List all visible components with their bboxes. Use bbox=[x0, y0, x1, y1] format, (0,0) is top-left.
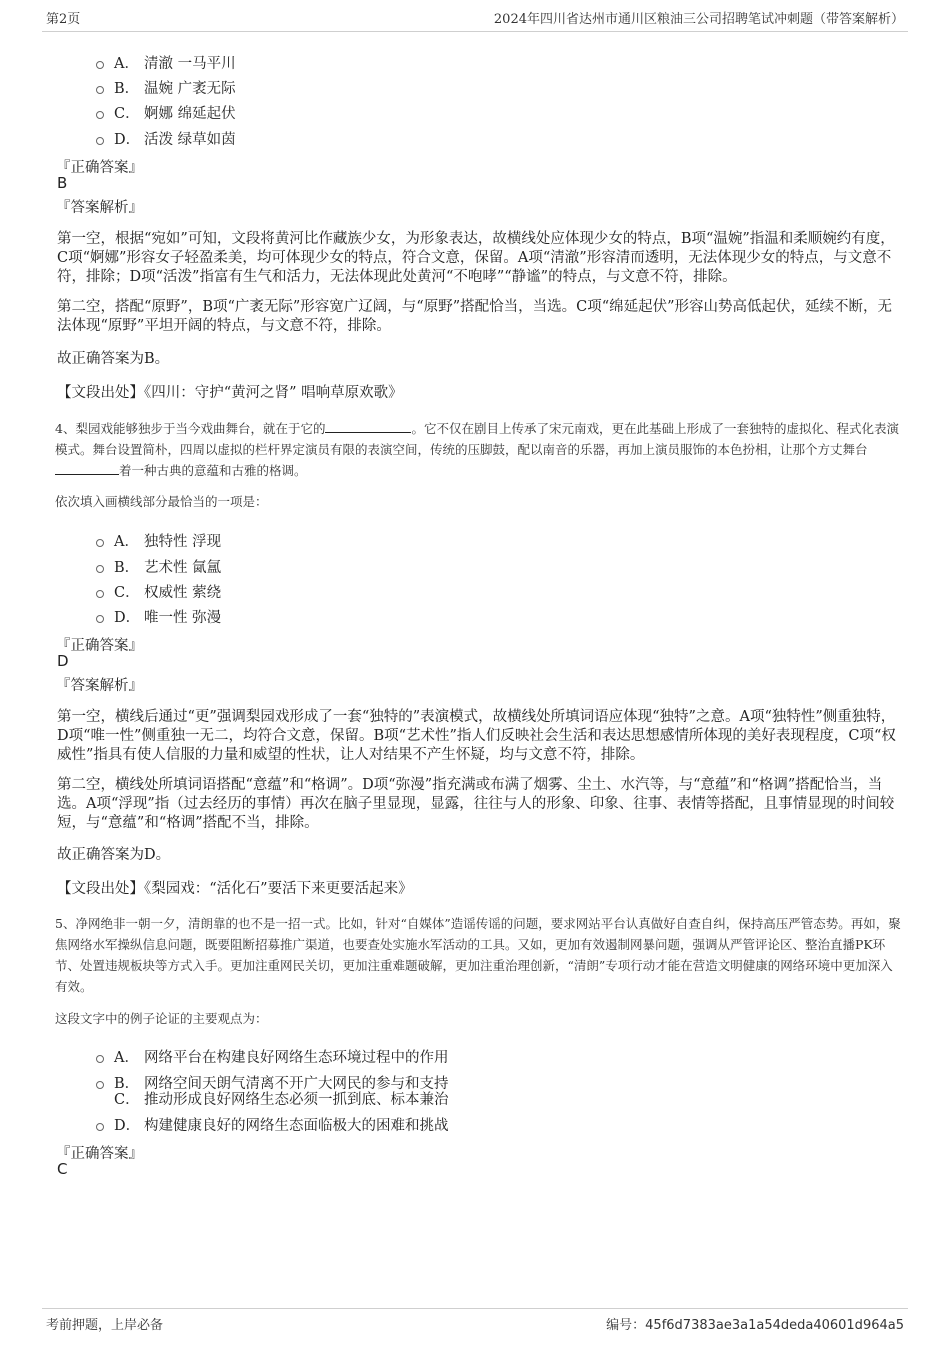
footer-slogan: 考前押题，上岸必备 bbox=[46, 1318, 164, 1333]
q4-option-b[interactable]: B． 艺术性 氤氲 bbox=[96, 556, 221, 577]
source-line: 【文段出处】《梨园戏：“活化石”要活下来更要活起来》 bbox=[57, 881, 413, 897]
radio-icon[interactable] bbox=[96, 86, 104, 94]
radio-icon[interactable] bbox=[96, 1123, 104, 1131]
header-rule bbox=[42, 31, 908, 32]
q3-option-c[interactable]: C． 婀娜 绵延起伏 bbox=[96, 102, 236, 123]
analysis-conclusion: 故正确答案为D。 bbox=[57, 847, 171, 863]
q3-option-d[interactable]: D． 活泼 绿草如茵 bbox=[96, 128, 236, 149]
q4-option-d[interactable]: D． 唯一性 弥漫 bbox=[96, 606, 221, 627]
q5-option-c[interactable]: C． 推动形成良好网络生态必须一抓到底、标本兼治 bbox=[114, 1092, 449, 1108]
radio-icon[interactable] bbox=[96, 1055, 104, 1063]
document-code: 编号：45f6d7383ae3a1a54deda40601d964a5 bbox=[606, 1318, 904, 1333]
q5-option-a[interactable]: A． 网络平台在构建良好网络生态环境过程中的作用 bbox=[96, 1046, 449, 1067]
q5-option-b[interactable]: B． 网络空间天朗气清离不开广大网民的参与和支持 bbox=[96, 1072, 449, 1093]
analysis-paragraph: 第二空，搭配“原野”，B项“广袤无际”形容宽广辽阔，与“原野”搭配恰当，当选。C项“绵延起伏”形容山势高低起伏，延续不断，无法体现“原野”平坦开阔的特点，与文意不符，排除。 bbox=[57, 299, 893, 334]
radio-icon[interactable] bbox=[96, 61, 104, 69]
radio-icon[interactable] bbox=[96, 590, 104, 598]
radio-icon[interactable] bbox=[96, 615, 104, 623]
question-stem: 5、净网绝非一朝一夕，清朗靠的也不是一招一式。比如，针对“自媒体”造谣传谣的问题，要求网站平台认真做好自查自纠，保持高压严管态势。再如，聚焦网络水军操纵信息问题，既要阻断招募推广渠道，也要查处实施水军活动的工具。又如，更加有效遏制网暴问题，强调从严管评论区、整治直播PK环节、处置违规板块等方式入手。更加注重网民关切，更加注重难题破解，更加注重治理创新，“清朗”专项行动才能在营造文明健康的网络环境中更加深入有效。 bbox=[55, 916, 901, 994]
q4-option-c[interactable]: C． 权威性 萦绕 bbox=[96, 581, 221, 602]
question-stem: 4、梨园戏能够独步于当今戏曲舞台，就在于它的 。它不仅在剧目上传承了宋元南戏，更在此基础上形成了一套独特的虚拟化、程式化表演模式。舞台设置简朴，四周以虚拟的栏杆界定演员有限的表演空间，传统的压脚鼓，配以南音的乐器，再加上演员服饰的本色扮相，让那个方丈舞台着一种古典的意蕴和古雅的格调。 bbox=[55, 421, 899, 478]
correct-answer: C bbox=[57, 1160, 68, 1178]
correct-answer: D bbox=[57, 652, 69, 670]
analysis-paragraph: 第一空，根据“宛如”可知，文段将黄河比作藏族少女，为形象表达，故横线处应体现少女的特点，B项“温婉”指温和柔顺婉约有度，C项“婀娜”形容女子轻盈柔美，均可体现少女的特点，符合文意，保留。A项“清澈”形容清而透明，无法体现少女的特点，与文意不符，排除；D项“活泼”指富有生气和活力，无法体现此处黄河“不咆哮”“静谧”的特点，与文意不符，排除。 bbox=[57, 231, 895, 285]
question-prompt: 依次填入画横线部分最恰当的一项是： bbox=[55, 494, 268, 509]
footer-rule bbox=[42, 1308, 908, 1309]
radio-icon[interactable] bbox=[96, 137, 104, 145]
q5-option-d[interactable]: D． 构建健康良好的网络生态面临极大的困难和挑战 bbox=[96, 1114, 449, 1135]
radio-icon[interactable] bbox=[96, 565, 104, 573]
analysis-conclusion: 故正确答案为B。 bbox=[57, 351, 170, 367]
correct-answer-label: 『正确答案』 bbox=[56, 638, 143, 654]
question-prompt: 这段文字中的例子论证的主要观点为： bbox=[55, 1011, 268, 1026]
analysis-label: 『答案解析』 bbox=[56, 200, 143, 216]
page-number: 第2页 bbox=[46, 12, 81, 27]
fill-blank bbox=[55, 462, 119, 475]
correct-answer-label: 『正确答案』 bbox=[56, 1146, 143, 1162]
analysis-paragraph: 第一空，横线后通过“更”强调梨园戏形成了一套“独特的”表演模式，故横线处所填词语应体现“独特”之意。A项“独特性”侧重独特，D项“唯一性”侧重独一无二，均符合文意，保留。B项“艺术性”指人们反映社会生活和表达思想感情所体现的美好表现程度，C项“权威性”指具有使人信服的力量和威望的性状，让人对结果不产生怀疑，均与文意不符，排除。 bbox=[57, 709, 896, 763]
fill-blank bbox=[325, 420, 411, 433]
radio-icon[interactable] bbox=[96, 539, 104, 547]
radio-icon[interactable] bbox=[96, 111, 104, 119]
correct-answer: B bbox=[57, 174, 68, 192]
analysis-paragraph: 第二空，横线处所填词语搭配“意蕴”和“格调”。D项“弥漫”指充满或布满了烟雾、尘土、水汽等，与“意蕴”和“格调”搭配恰当，当选。A项“浮现”指（过去经历的事情）再次在脑子里显现，显露，往往与人的形象、印象、往事、表情等搭配，且事情显现的时间较短，与“意蕴”和“格调”搭配不当，排除。 bbox=[57, 777, 895, 831]
q3-option-a[interactable]: A． 清澈 一马平川 bbox=[96, 52, 236, 73]
q3-option-b[interactable]: B． 温婉 广袤无际 bbox=[96, 77, 236, 98]
document-title: 2024年四川省达州市通川区粮油三公司招聘笔试冲刺题（带答案解析） bbox=[493, 12, 904, 27]
correct-answer-label: 『正确答案』 bbox=[56, 160, 143, 176]
q4-option-a[interactable]: A． 独特性 浮现 bbox=[96, 530, 221, 551]
analysis-label: 『答案解析』 bbox=[56, 678, 143, 694]
source-line: 【文段出处】《四川：守护“黄河之肾” 唱响草原欢歌》 bbox=[57, 385, 403, 401]
